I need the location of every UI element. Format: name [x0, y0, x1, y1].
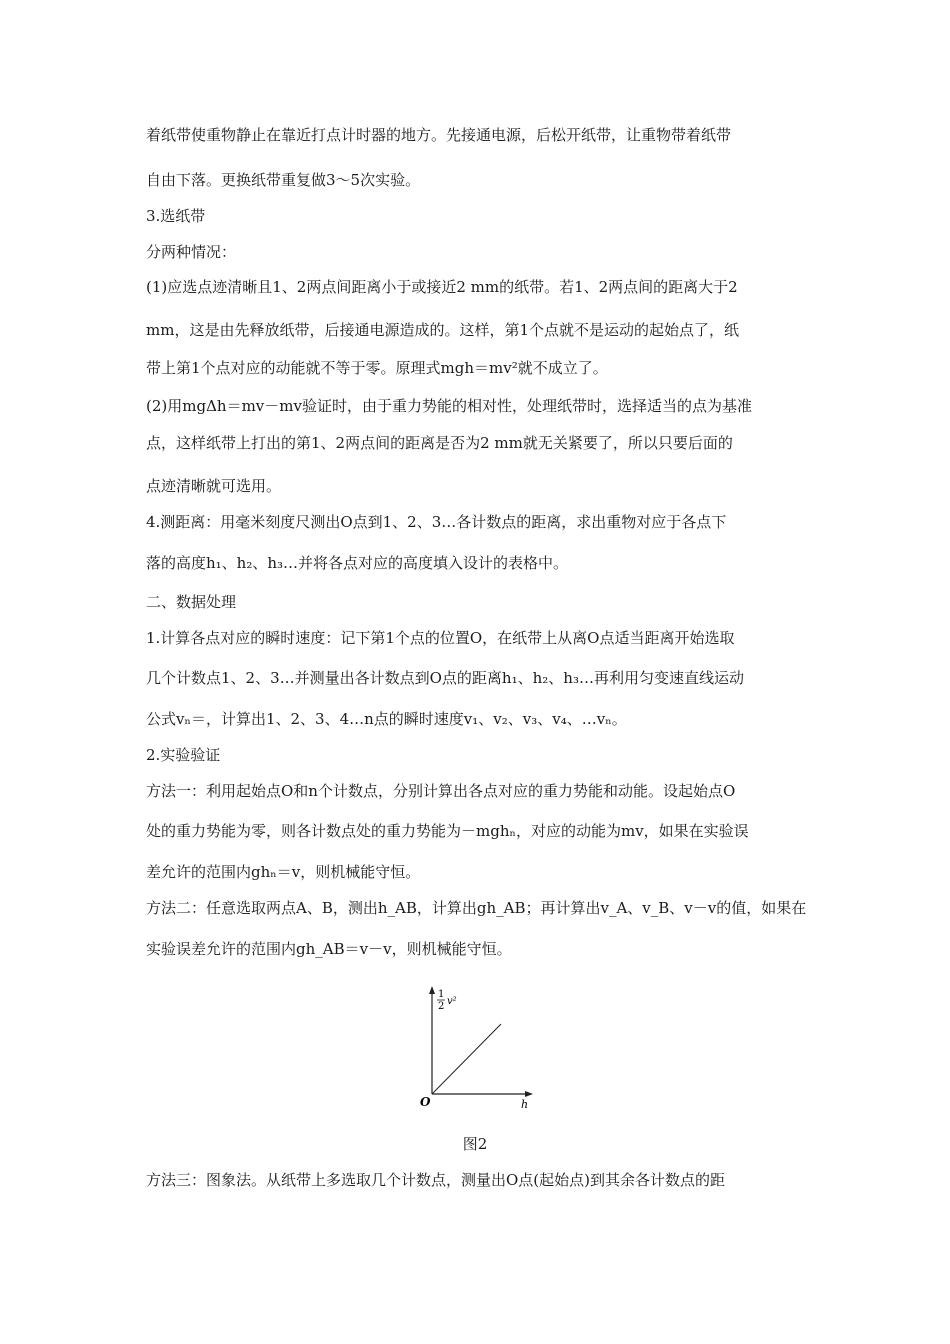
text-line: 点，这样纸带上打出的第1、2两点间的距离是否为2 mm就无关紧要了，所以只要后面的	[146, 434, 733, 452]
proportional-line	[432, 1024, 501, 1094]
text-line: mm，这是由先释放纸带，后接通电源造成的。这样，第1个点就不是运动的起始点了，纸	[146, 321, 739, 339]
text-line: (2)用mgΔh＝mv－mv验证时，由于重力势能的相对性，处理纸带时，选择适当的点为基准	[146, 397, 752, 415]
section-heading: 二、数据处理	[146, 593, 237, 611]
text-line: 实验误差允许的范围内gh_AB＝v－v，则机械能守恒。	[146, 940, 512, 958]
y-label-variable: v²	[447, 996, 457, 1007]
y-axis-arrow	[429, 986, 435, 994]
section-heading: 3.选纸带	[146, 207, 206, 225]
section-heading: 2.实验验证	[146, 746, 221, 764]
text-line: 公式vₙ＝，计算出1、2、3、4…n点的瞬时速度v₁、v₂、v₃、v₄、…vₙ。	[146, 710, 627, 728]
text-line: 点迹清晰就可选用。	[146, 477, 282, 495]
text-line: 分两种情况：	[146, 243, 237, 261]
text-line: 差允许的范围内ghₙ＝v，则机械能守恒。	[146, 863, 421, 881]
section-heading: 4.测距离：用毫米刻度尺测出O点到1、2、3…各计数点的距离，求出重物对应于各点下	[146, 513, 727, 531]
text-line: 方法三：图象法。从纸带上多选取几个计数点，测量出O点(起始点)到其余各计数点的距	[146, 1171, 726, 1189]
x-label: h	[521, 1098, 529, 1111]
origin-label: O	[420, 1095, 431, 1109]
text-line: 落的高度h₁、h₂、h₃…并将各点对应的高度填入设计的表格中。	[146, 554, 569, 572]
figure-caption: 图2	[462, 1135, 488, 1153]
energy-height-graph	[412, 984, 542, 1114]
text-line: 着纸带使重物静止在靠近打点计时器的地方。先接通电源，后松开纸带，让重物带着纸带	[146, 126, 732, 144]
text-line: 带上第1个点对应的动能就不等于零。原理式mgh＝mv²就不成立了。	[146, 359, 608, 377]
x-axis-arrow	[525, 1091, 533, 1097]
y-label-denominator: 2	[438, 1001, 445, 1012]
text-line: 处的重力势能为零，则各计数点处的重力势能为－mghₙ，对应的动能为mv，如果在实验误	[146, 822, 749, 840]
y-label-numerator: 1	[438, 989, 445, 1000]
text-line: 方法一：利用起始点O和n个计数点，分别计算出各点对应的重力势能和动能。设起始点O	[146, 782, 736, 800]
text-line: (1)应选点迹清晰且1、2两点间距离小于或接近2 mm的纸带。若1、2两点间的距离大于2	[146, 278, 738, 296]
section-heading: 1.计算各点对应的瞬时速度：记下第1个点的位置O，在纸带上从离O点适当距离开始选取	[146, 629, 735, 647]
text-line: 自由下落。更换纸带重复做3～5次实验。	[146, 171, 421, 189]
text-line: 方法二：任意选取两点A、B，测出h_AB，计算出gh_AB；再计算出v_A、v_B、v－v的值，如果在	[146, 899, 807, 917]
text-line: 几个计数点1、2、3…并测量出各计数点到O点的距离h₁、h₂、h₃…再利用匀变速直线运动	[146, 669, 744, 687]
